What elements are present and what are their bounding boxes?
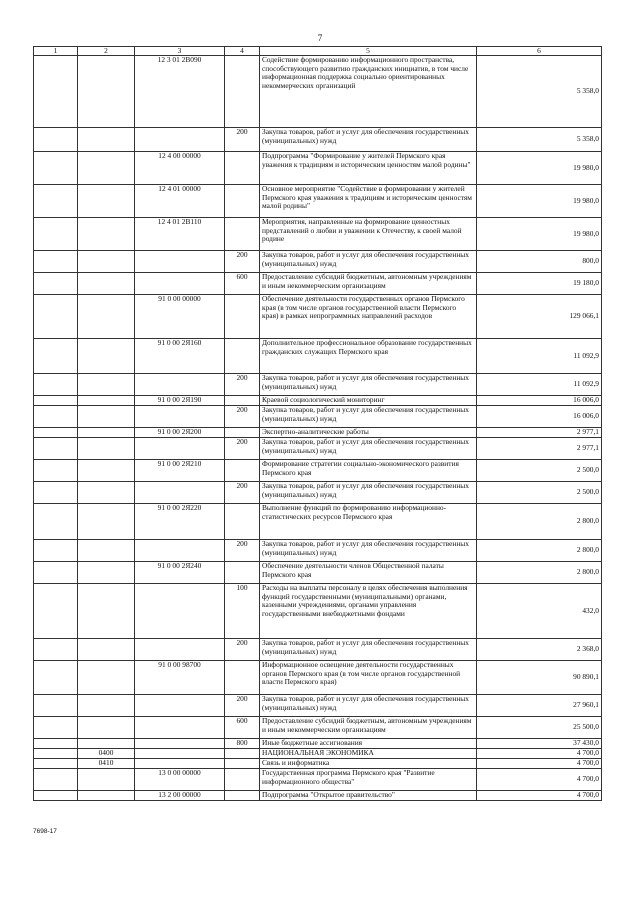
table-row (34, 562, 602, 584)
cell-c2 (78, 639, 135, 661)
table-row (34, 540, 602, 562)
cell-c4 (225, 504, 260, 540)
cell-c3 (135, 406, 225, 428)
cell-c1 (34, 661, 78, 695)
cell-c3 (135, 717, 225, 739)
cell-c4: 200 (225, 639, 260, 661)
cell-c3 (135, 273, 225, 295)
table-row (34, 739, 602, 749)
table-row (34, 717, 602, 739)
cell-c1 (34, 56, 78, 128)
cell-c6: 27 960,1 (477, 695, 602, 717)
cell-c4 (225, 562, 260, 584)
cell-c3: 91 0 00 2Я220 (135, 504, 225, 540)
cell-c2 (78, 661, 135, 695)
cell-c2 (78, 152, 135, 185)
cell-c3: 12 4 00 00000 (135, 152, 225, 185)
cell-c4: 200 (225, 540, 260, 562)
cell-c6: 4 700,0 (477, 769, 602, 791)
cell-c2 (78, 584, 135, 639)
cell-c2 (78, 56, 135, 128)
cell-c3 (135, 695, 225, 717)
cell-c2 (78, 791, 135, 801)
cell-c5: Основное мероприятие "Содействие в формировании у жителей Пермского края уважения к традициям и историческим ценностям малой родины" (260, 185, 477, 218)
cell-c2 (78, 339, 135, 374)
cell-c5: Информационное освещение деятельности государственных органов Пермского края (в том числе органов государственной власти Пермского края) (260, 661, 477, 695)
cell-c2 (78, 540, 135, 562)
cell-c1 (34, 273, 78, 295)
cell-c5: Закупка товаров, работ и услуг для обеспечения государственных (муниципальных) нужд (260, 540, 477, 562)
cell-c6: 2 800,0 (477, 504, 602, 540)
cell-c6: 2 977,1 (477, 428, 602, 438)
cell-c4: 200 (225, 128, 260, 152)
cell-c3 (135, 438, 225, 460)
cell-c4: 800 (225, 739, 260, 749)
cell-c3 (135, 584, 225, 639)
cell-c5: Подпрограмма "Формирование у жителей Пермского края уважения к традициям и историческим ценностям малой родины" (260, 152, 477, 185)
budget-table (33, 46, 602, 801)
cell-c3: 91 0 00 98700 (135, 661, 225, 695)
cell-c3: 91 0 00 2Я190 (135, 396, 225, 406)
cell-c1 (34, 639, 78, 661)
cell-c2 (78, 185, 135, 218)
cell-c5: Краевой социологический мониторинг (260, 396, 477, 406)
cell-c4: 200 (225, 482, 260, 504)
cell-c4 (225, 749, 260, 759)
cell-c5: Дополнительное профессиональное образование государственных гражданских служащих Пермского края (260, 339, 477, 374)
cell-c5: Закупка товаров, работ и услуг для обеспечения государственных (муниципальных) нужд (260, 128, 477, 152)
cell-c2 (78, 295, 135, 339)
cell-c5: Государственная программа Пермского края "Развитие информационного общества" (260, 769, 477, 791)
cell-c5: Обеспечение деятельности членов Общественной палаты Пермского края (260, 562, 477, 584)
cell-c2 (78, 273, 135, 295)
cell-c1 (34, 460, 78, 482)
table-row (34, 759, 602, 769)
cell-c5: Закупка товаров, работ и услуг для обеспечения государственных (муниципальных) нужд (260, 695, 477, 717)
table-row (34, 460, 602, 482)
cell-c4 (225, 661, 260, 695)
cell-c5: Формирование стратегии социально-экономического развития Пермского края (260, 460, 477, 482)
cell-c4: 600 (225, 273, 260, 295)
cell-c1 (34, 128, 78, 152)
header-col-1: 1 (34, 47, 78, 56)
cell-c6: 16 006,0 (477, 396, 602, 406)
cell-c2 (78, 438, 135, 460)
cell-c3: 13 2 00 00000 (135, 791, 225, 801)
cell-c1 (34, 374, 78, 396)
cell-c1 (34, 428, 78, 438)
cell-c3 (135, 749, 225, 759)
cell-c2 (78, 374, 135, 396)
cell-c3: 91 0 00 2Я160 (135, 339, 225, 374)
document-code: 7698-17 (33, 828, 57, 835)
cell-c1 (34, 295, 78, 339)
cell-c5: Мероприятия, направленные на формирование ценностных представлений о любви и уважении к Отечеству, к своей малой родине (260, 218, 477, 251)
cell-c3: 91 0 00 00000 (135, 295, 225, 339)
cell-c5: Иные бюджетные ассигнования (260, 739, 477, 749)
cell-c3 (135, 639, 225, 661)
header-col-6: 6 (477, 47, 602, 56)
header-col-5: 5 (260, 47, 477, 56)
cell-c1 (34, 396, 78, 406)
cell-c5: Расходы на выплаты персоналу в целях обеспечения выполнения функций государственными (муниципальными) органами, казенными учреждениями, органами управления государственными внебюджетными фондами (260, 584, 477, 639)
cell-c6: 2 977,1 (477, 438, 602, 460)
cell-c3 (135, 251, 225, 273)
cell-c2 (78, 396, 135, 406)
cell-c6: 2 800,0 (477, 540, 602, 562)
table-row (34, 396, 602, 406)
cell-c3 (135, 540, 225, 562)
cell-c6: 4 700,0 (477, 749, 602, 759)
cell-c2 (78, 562, 135, 584)
table-row (34, 339, 602, 374)
cell-c4 (225, 396, 260, 406)
cell-c4: 200 (225, 406, 260, 428)
cell-c4: 100 (225, 584, 260, 639)
cell-c6: 25 500,0 (477, 717, 602, 739)
cell-c4: 600 (225, 717, 260, 739)
cell-c5: Экспертно-аналитические работы (260, 428, 477, 438)
table-row (34, 128, 602, 152)
table-row (34, 273, 602, 295)
cell-c5: Подпрограмма "Открытое правительство" (260, 791, 477, 801)
cell-c1 (34, 749, 78, 759)
cell-c5: Закупка товаров, работ и услуг для обеспечения государственных (муниципальных) нужд (260, 482, 477, 504)
cell-c1 (34, 759, 78, 769)
cell-c1 (34, 218, 78, 251)
table-row (34, 482, 602, 504)
table-row (34, 791, 602, 801)
cell-c1 (34, 185, 78, 218)
cell-c5: Закупка товаров, работ и услуг для обеспечения государственных (муниципальных) нужд (260, 374, 477, 396)
cell-c5: Обеспечение деятельности государственных органов Пермского края (в том числе органов государственной власти Пермского края) в рамках непрограммных направлений расходов (260, 295, 477, 339)
table-header (34, 47, 602, 56)
cell-c3: 91 0 00 2Я210 (135, 460, 225, 482)
cell-c5: Связь и информатика (260, 759, 477, 769)
cell-c1 (34, 769, 78, 791)
cell-c4 (225, 185, 260, 218)
cell-c1 (34, 562, 78, 584)
cell-c2 (78, 739, 135, 749)
cell-c5: Предоставление субсидий бюджетным, автономным учреждениям и иным некоммерческим организациям (260, 273, 477, 295)
cell-c3: 12 3 01 2В090 (135, 56, 225, 128)
cell-c2 (78, 218, 135, 251)
cell-c5: Закупка товаров, работ и услуг для обеспечения государственных (муниципальных) нужд (260, 251, 477, 273)
cell-c3 (135, 759, 225, 769)
cell-c6: 4 700,0 (477, 759, 602, 769)
cell-c1 (34, 504, 78, 540)
cell-c1 (34, 739, 78, 749)
header-col-2: 2 (78, 47, 135, 56)
cell-c6: 2 800,0 (477, 562, 602, 584)
cell-c2 (78, 428, 135, 438)
cell-c5: Закупка товаров, работ и услуг для обеспечения государственных (муниципальных) нужд (260, 639, 477, 661)
cell-c5: Закупка товаров, работ и услуг для обеспечения государственных (муниципальных) нужд (260, 438, 477, 460)
table-row (34, 769, 602, 791)
cell-c2 (78, 504, 135, 540)
cell-c5: Закупка товаров, работ и услуг для обеспечения государственных (муниципальных) нужд (260, 406, 477, 428)
header-col-4: 4 (225, 47, 260, 56)
cell-c2 (78, 769, 135, 791)
cell-c1 (34, 482, 78, 504)
page-number: 7 (317, 33, 323, 43)
table-row (34, 295, 602, 339)
table-row (34, 504, 602, 540)
cell-c6: 432,0 (477, 584, 602, 639)
cell-c4 (225, 428, 260, 438)
table-row (34, 639, 602, 661)
table-row (34, 749, 602, 759)
cell-c2 (78, 406, 135, 428)
cell-c4 (225, 769, 260, 791)
cell-c6: 2 500,0 (477, 482, 602, 504)
cell-c3: 12 4 01 2В110 (135, 218, 225, 251)
cell-c6: 5 358,0 (477, 56, 602, 128)
cell-c4: 200 (225, 374, 260, 396)
cell-c2 (78, 460, 135, 482)
cell-c6: 800,0 (477, 251, 602, 273)
cell-c6: 129 066,1 (477, 295, 602, 339)
cell-c5: НАЦИОНАЛЬНАЯ ЭКОНОМИКА (260, 749, 477, 759)
cell-c6: 2 368,0 (477, 639, 602, 661)
cell-c4 (225, 152, 260, 185)
cell-c6: 19 180,0 (477, 273, 602, 295)
cell-c2 (78, 251, 135, 273)
cell-c4 (225, 295, 260, 339)
table-row (34, 185, 602, 218)
cell-c3 (135, 128, 225, 152)
cell-c1 (34, 791, 78, 801)
cell-c3: 91 0 00 2Я200 (135, 428, 225, 438)
table-row (34, 152, 602, 185)
cell-c4 (225, 791, 260, 801)
cell-c3: 91 0 00 2Я240 (135, 562, 225, 584)
table-row (34, 584, 602, 639)
table-row (34, 438, 602, 460)
cell-c1 (34, 540, 78, 562)
cell-c2: 0400 (78, 749, 135, 759)
cell-c2: 0410 (78, 759, 135, 769)
cell-c5: Содействие формированию информационного пространства, способствующего развитию гражданских инициатив, в том числе информационная поддержка социально ориентированных некоммерческих организаций (260, 56, 477, 128)
cell-c3 (135, 482, 225, 504)
cell-c6: 4 700,0 (477, 791, 602, 801)
cell-c6: 37 430,0 (477, 739, 602, 749)
cell-c4 (225, 759, 260, 769)
cell-c6: 90 890,1 (477, 661, 602, 695)
cell-c2 (78, 695, 135, 717)
cell-c4: 200 (225, 251, 260, 273)
cell-c5: Предоставление субсидий бюджетным, автономным учреждениям и иным некоммерческим организациям (260, 717, 477, 739)
cell-c4: 200 (225, 695, 260, 717)
cell-c1 (34, 251, 78, 273)
cell-c1 (34, 584, 78, 639)
table-row (34, 374, 602, 396)
cell-c1 (34, 695, 78, 717)
cell-c3 (135, 374, 225, 396)
cell-c6: 11 092,9 (477, 339, 602, 374)
cell-c6: 5 358,0 (477, 128, 602, 152)
cell-c1 (34, 339, 78, 374)
cell-c3 (135, 739, 225, 749)
header-col-3: 3 (135, 47, 225, 56)
table-body (34, 56, 602, 801)
cell-c4 (225, 339, 260, 374)
cell-c3: 12 4 01 00000 (135, 185, 225, 218)
cell-c6: 11 092,9 (477, 374, 602, 396)
table-row (34, 218, 602, 251)
table-row (34, 406, 602, 428)
table-row (34, 56, 602, 128)
cell-c6: 2 500,0 (477, 460, 602, 482)
cell-c3: 13 0 00 00000 (135, 769, 225, 791)
cell-c4 (225, 218, 260, 251)
cell-c1 (34, 717, 78, 739)
cell-c4 (225, 460, 260, 482)
cell-c4 (225, 56, 260, 128)
cell-c2 (78, 128, 135, 152)
table-row (34, 428, 602, 438)
cell-c1 (34, 438, 78, 460)
cell-c1 (34, 152, 78, 185)
cell-c6: 19 980,0 (477, 218, 602, 251)
cell-c2 (78, 482, 135, 504)
cell-c6: 16 006,0 (477, 406, 602, 428)
cell-c1 (34, 406, 78, 428)
table-row (34, 251, 602, 273)
table-row (34, 695, 602, 717)
cell-c2 (78, 717, 135, 739)
cell-c6: 19 980,0 (477, 185, 602, 218)
table-row (34, 661, 602, 695)
cell-c4: 200 (225, 438, 260, 460)
cell-c5: Выполнение функций по формированию информационно-статистических ресурсов Пермского края (260, 504, 477, 540)
cell-c6: 19 980,0 (477, 152, 602, 185)
